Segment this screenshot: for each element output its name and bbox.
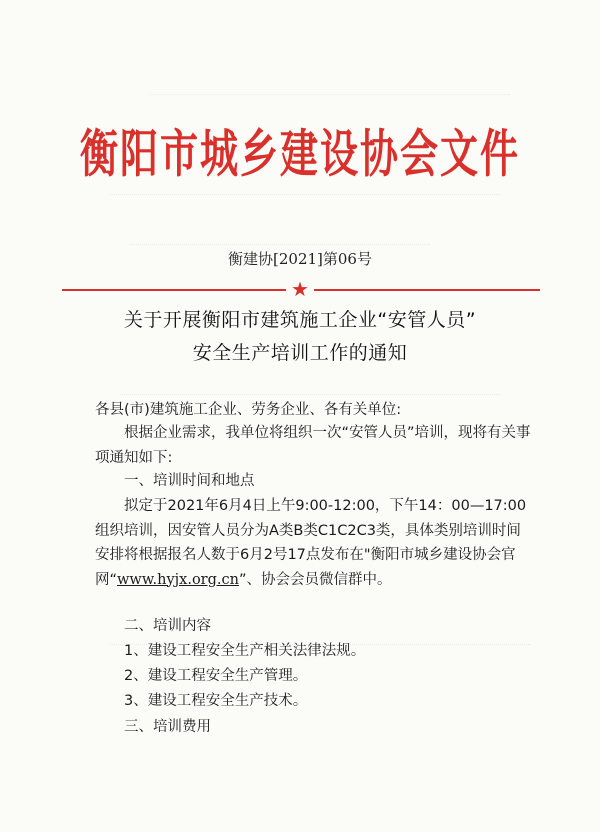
header-divider-left	[62, 289, 286, 291]
header-divider-right	[314, 289, 540, 291]
section1-paragraph	[95, 494, 535, 592]
section3-heading: 三、培训费用	[124, 719, 211, 735]
section2-item: 1、建设工程安全生产相关法律法规。	[124, 643, 366, 659]
section2-item: 2、建设工程安全生产管理。	[124, 668, 308, 684]
star-icon: ★	[291, 277, 309, 301]
section1-text-a: 拟定于2021年6月4日上午9:00-12:00，下午14：00—17:00组织培训，因安管人员分为A类B类C1C2C3类，具体类别培训时间安排将根据报名人数于6月2号17点发布在"衡阳市城乡建设协会官网“	[95, 498, 527, 588]
notice-title-line2: 安全生产培训工作的通知	[192, 342, 408, 364]
show-through-mark	[130, 230, 430, 245]
org-header-title: 衡阳市城乡建设协会文件	[79, 122, 520, 184]
intro-paragraph: 根据企业需求，我单位将组织一次“安管人员”培训，现将有关事项通知如下:	[95, 425, 531, 466]
addressee: 各县(市)建筑施工企业、劳务企业、各有关单位:	[95, 402, 402, 418]
section1-text-b: ”、协会会员微信群中。	[238, 571, 392, 588]
notice-title-line1: 关于开展衡阳市建筑施工企业“安管人员”	[123, 309, 477, 331]
document-number: 衡建协[2021]第06号	[228, 250, 372, 268]
show-through-mark	[150, 80, 510, 95]
section1-heading: 一、培训时间和地点	[124, 473, 255, 489]
section2-item: 3、建设工程安全生产技术。	[124, 693, 308, 709]
website-link[interactable]: www.hyjx.org.cn	[117, 571, 239, 588]
section2-heading: 二、培训内容	[124, 618, 211, 634]
show-through-mark	[120, 380, 500, 395]
